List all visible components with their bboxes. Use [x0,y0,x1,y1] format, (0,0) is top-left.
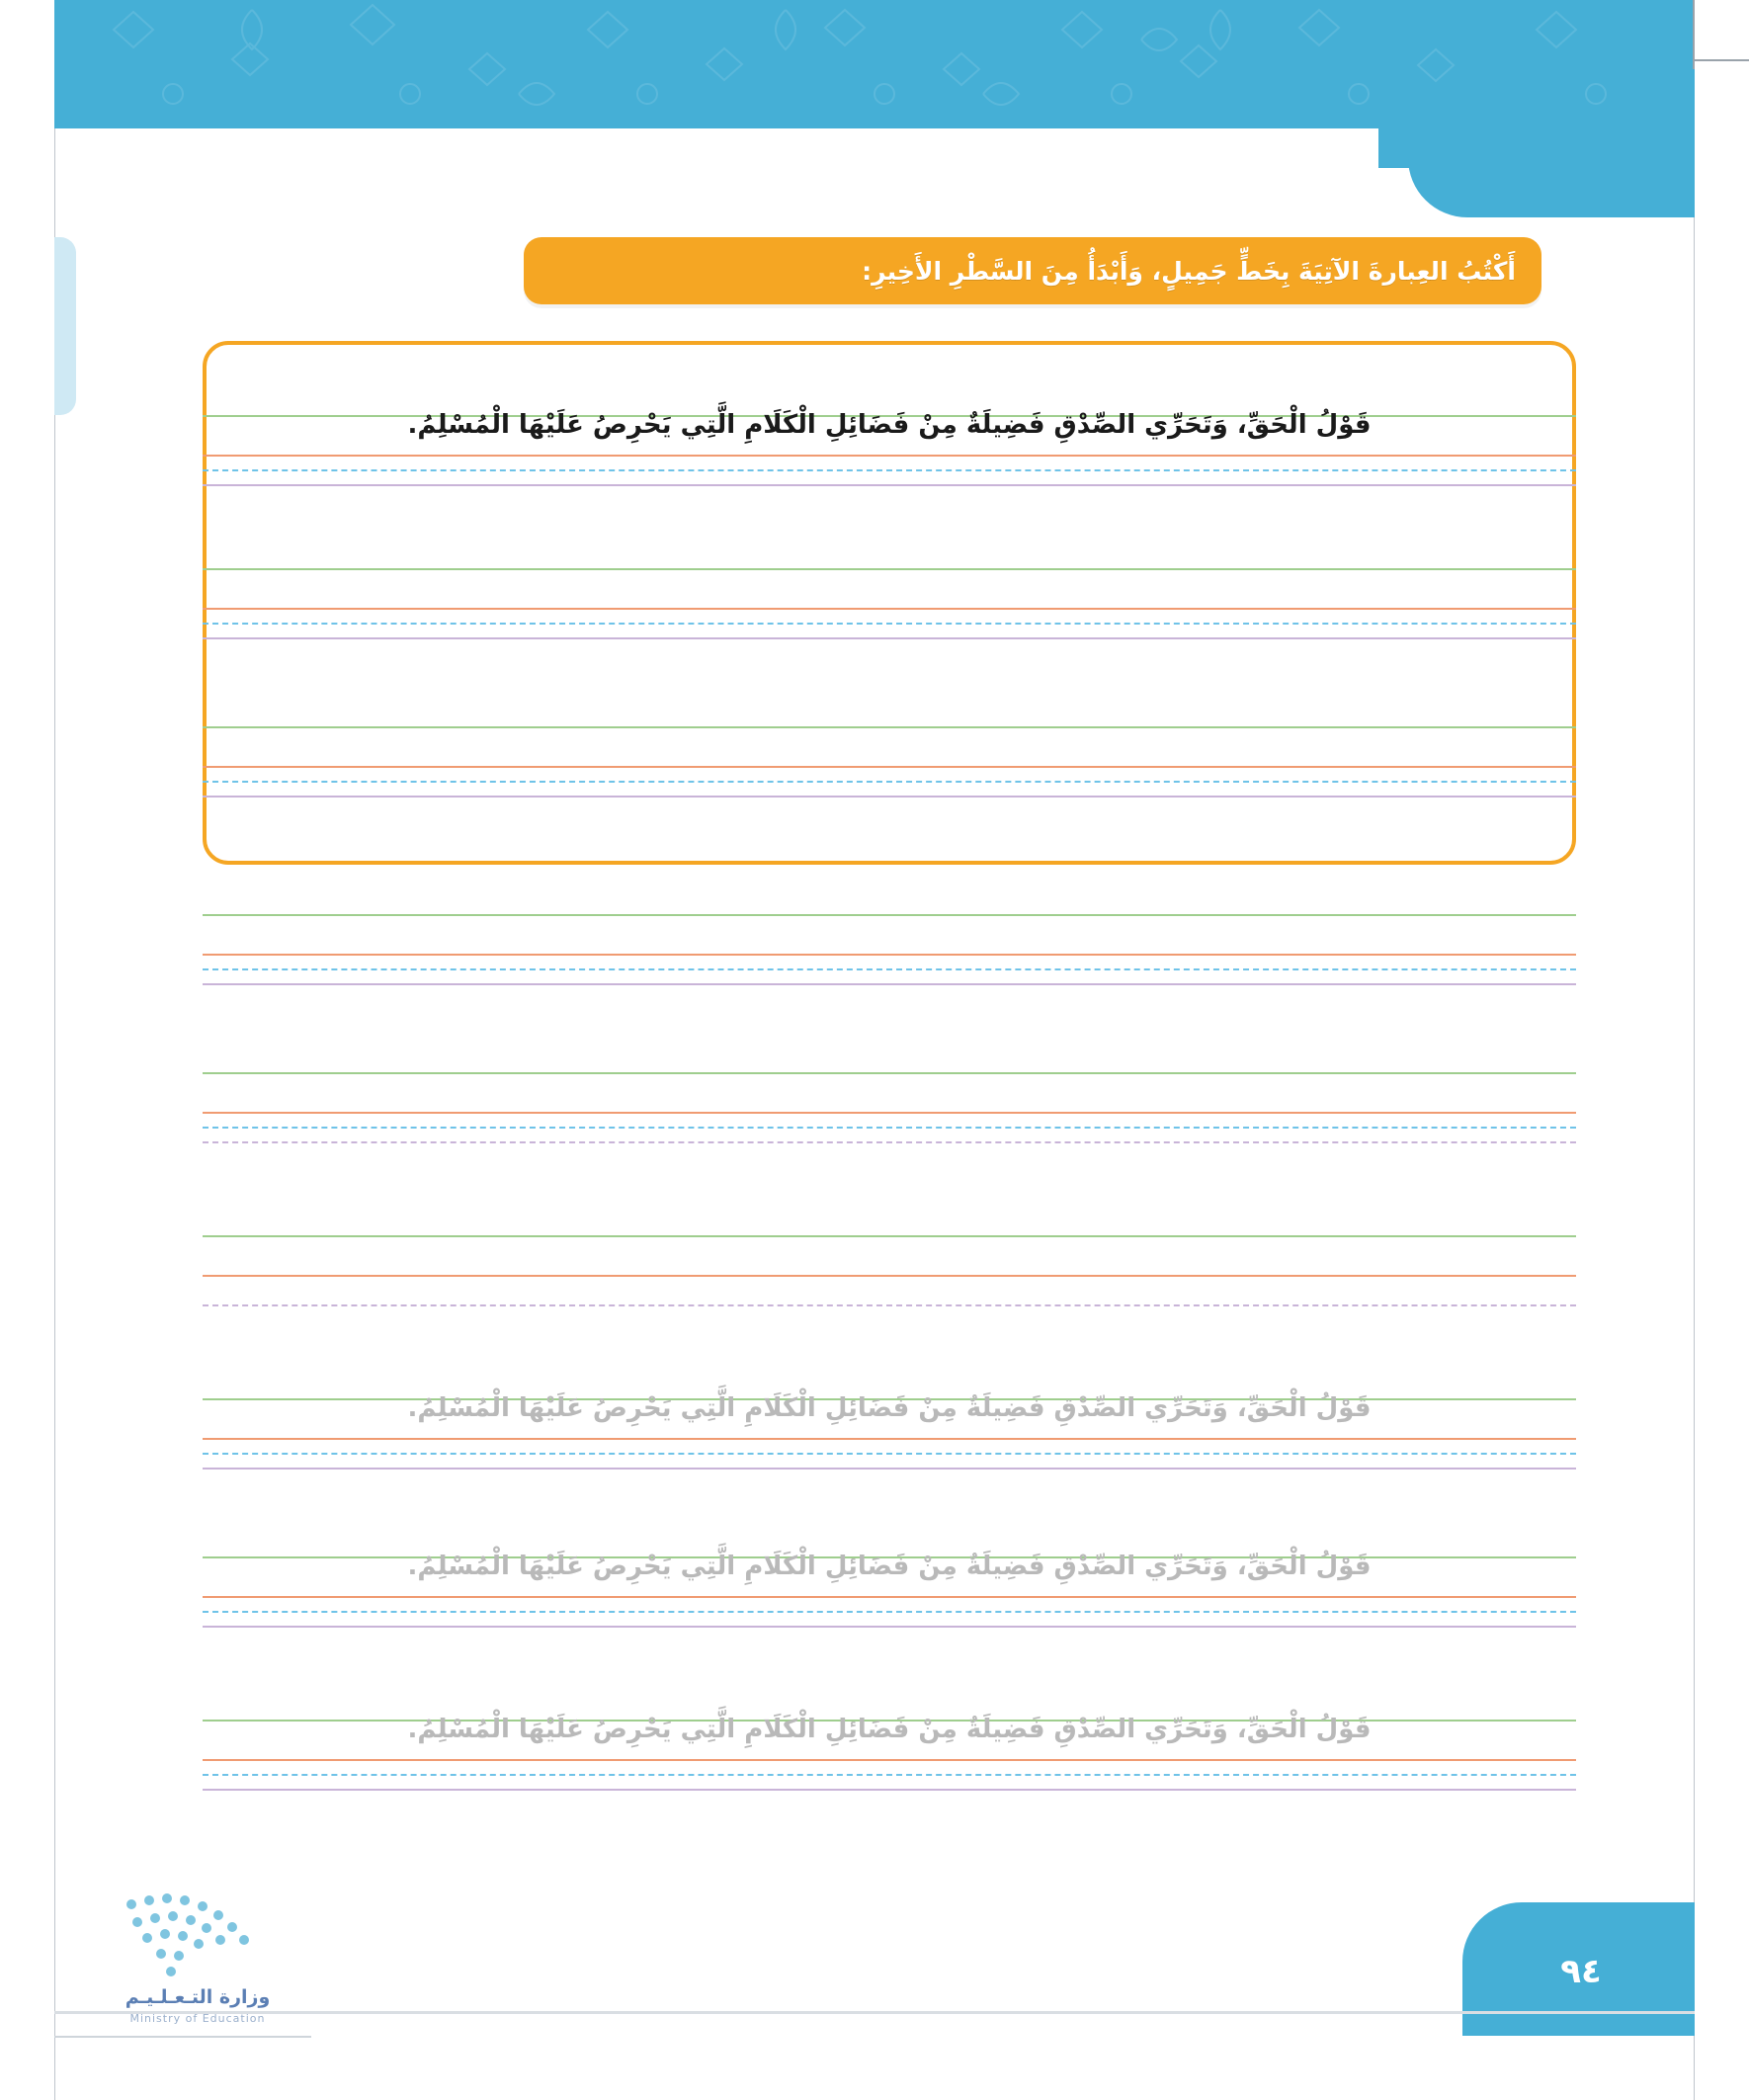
rule-line-orange [203,1596,1576,1598]
frame-line-right [1694,0,1695,2100]
rule-line-purple [203,637,1576,639]
ruled-line-group-8[interactable] [203,1552,1576,1665]
rule-line-blue [203,469,1576,471]
rule-line-purple [203,1789,1576,1791]
banner-tail [1408,128,1695,217]
rule-line-green [203,1072,1576,1074]
ruled-line-group-4[interactable] [203,914,1576,1023]
left-accent-tab [54,237,76,415]
rule-line-orange [203,766,1576,768]
tracing-sentence-text[interactable]: قَوْلُ الْحَقِّ، وَتَحَرِّي الصِّدْقِ فَضِيلَةٌ مِنْ فَضَائِلِ الْكَلَامِ الَّتِي يَحْرِصُ عَلَيْهَا الْمُسْلِمُ. [407,1552,1372,1581]
ruled-line-group-5[interactable] [203,1072,1576,1181]
ministry-name-english: Ministry of Education [129,2012,266,2025]
rule-line-green [203,726,1576,728]
ruled-line-group-2[interactable] [203,568,1576,677]
model-sentence-text: قَوْلُ الْحَقِّ، وَتَحَرِّي الصِّدْقِ فَضِيلَةٌ مِنْ فَضَائِلِ الْكَلَامِ الَّتِي يَحْرِصُ عَلَيْهَا الْمُسْلِمُ. [407,410,1372,440]
instruction-banner [524,237,1541,304]
rule-line-purple [203,1468,1576,1470]
page-number: ٩٤ [1560,1952,1602,1991]
rule-line-blue [203,1774,1576,1776]
tracing-sentence-text[interactable]: قَوْلُ الْحَقِّ، وَتَحَرِّي الصِّدْقِ فَضِيلَةٌ مِنْ فَضَائِلِ الْكَلَامِ الَّتِي يَحْرِصُ عَلَيْهَا الْمُسْلِمُ. [407,1715,1372,1744]
banner-pattern-icon [54,0,1695,128]
rule-line-purple [203,983,1576,985]
rule-line-orange [203,1112,1576,1114]
rule-line-purple [203,1626,1576,1628]
rule-line-green [203,568,1576,570]
ministry-name: وزارة التـعـلـيـم [125,1986,271,2008]
rule-line-blue [203,1611,1576,1613]
rule-line-orange [203,954,1576,956]
rule-line-blue [203,1127,1576,1129]
rule-line-purple [203,484,1576,486]
rule-line-blue [203,1453,1576,1455]
rule-line-blue [203,968,1576,970]
rule-line-orange [203,1759,1576,1761]
crop-mark-horizontal [1693,59,1749,61]
rule-line-green [203,914,1576,916]
rule-line-purple [203,796,1576,798]
rule-line-orange [203,608,1576,610]
footer-divider [54,2011,1695,2014]
rule-line-purple [203,1141,1576,1143]
rule-line-blue [203,781,1576,783]
ruled-line-group-3[interactable] [203,726,1576,835]
ruled-line-group-7[interactable] [203,1393,1576,1507]
rule-line-orange [203,1275,1576,1277]
instruction-text: أَكْتُبُ العِبارةَ الآتِيَةَ بِخَطٍّ جَمِيلٍ، وَأَبْدَأُ مِنَ السَّطْرِ الأَخِيرِ: [862,256,1516,286]
rule-line-green [203,1235,1576,1237]
ruled-line-group-9[interactable] [203,1715,1576,1828]
rule-line-orange [203,1438,1576,1440]
ruled-line-group-1 [203,410,1576,524]
footer-left-divider [54,2036,311,2038]
rule-line-purple [203,1304,1576,1306]
top-banner [54,0,1695,128]
tracing-sentence-text[interactable]: قَوْلُ الْحَقِّ، وَتَحَرِّي الصِّدْقِ فَضِيلَةٌ مِنْ فَضَائِلِ الْكَلَامِ الَّتِي يَحْرِصُ عَلَيْهَا الْمُسْلِمُ. [407,1393,1372,1423]
rule-line-blue [203,623,1576,625]
ruled-line-group-6[interactable] [203,1235,1576,1344]
rule-line-orange [203,455,1576,457]
